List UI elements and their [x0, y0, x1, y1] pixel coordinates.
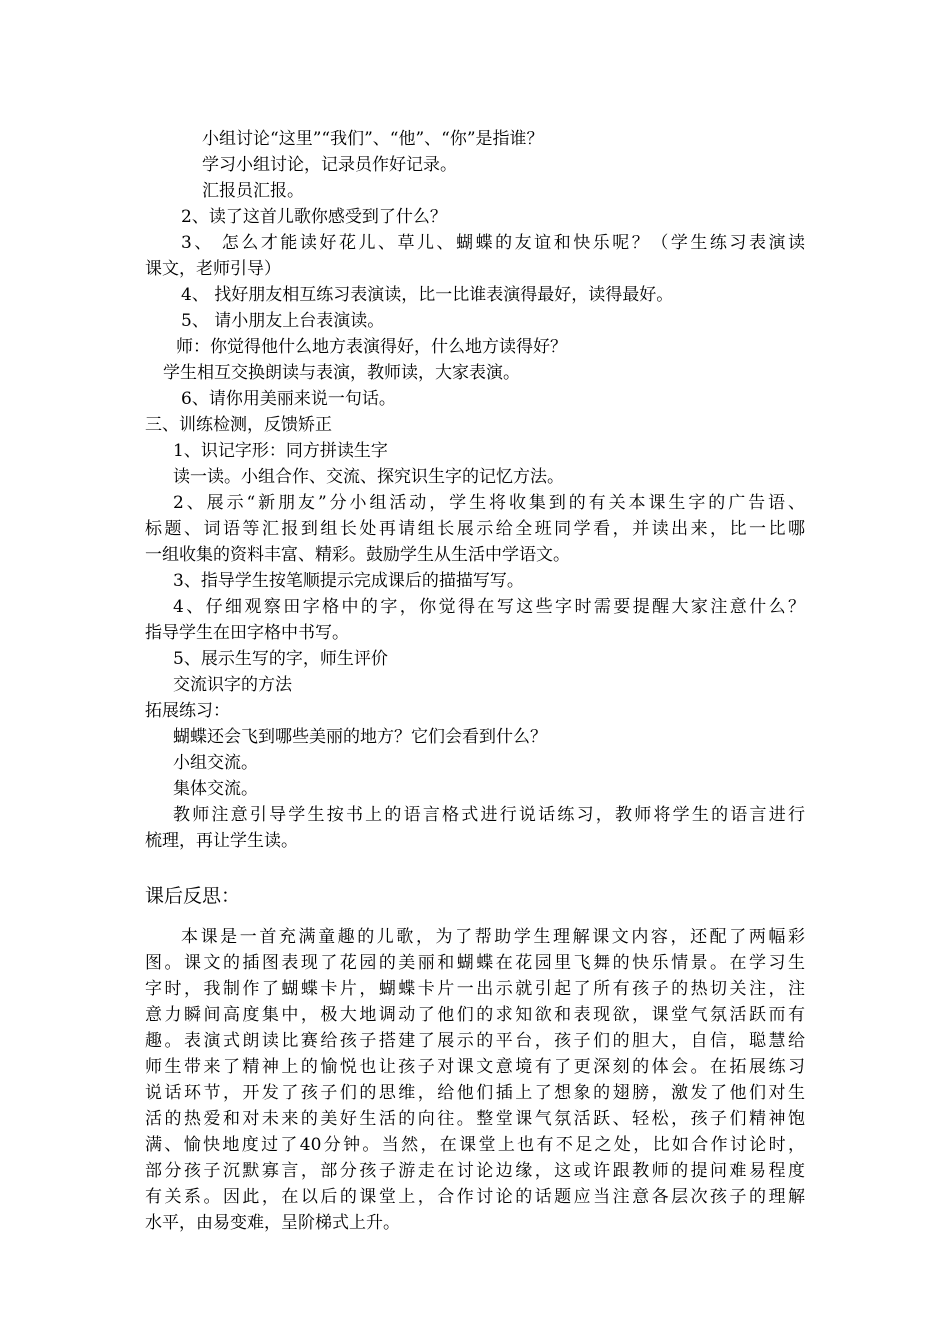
text-line: 课文，老师引导）	[145, 259, 281, 279]
text-line: 一组收集的资料丰富、精彩。鼓励学生从生活中学语文。	[145, 545, 570, 565]
reflection-line: 本课是一首充满童趣的儿歌，为了帮助学生理解课文内容，还配了两幅彩	[181, 927, 805, 947]
text-line: 标题、词语等汇报到组长处再请组长展示给全班同学看，并读出来，比一比哪	[145, 519, 805, 539]
reflection-line: 水平，由易变难，呈阶梯式上升。	[145, 1213, 400, 1233]
reflection-line: 意力瞬间高度集中，极大地调动了他们的求知欲和表现欲，课堂气氛活跃而有	[145, 1005, 805, 1025]
section-heading: 三、训练检测，反馈矫正	[145, 415, 332, 435]
text-line: 4、 找好朋友相互练习表演读，比一比谁表演得最好，读得最好。	[181, 285, 674, 305]
text-line: 指导学生在田字格中书写。	[145, 623, 349, 643]
reflection-line: 有关系。因此，在以后的课堂上，合作讨论的话题应当注意各层次孩子的理解	[145, 1187, 805, 1207]
text-line: 蝴蝶还会飞到哪些美丽的地方？它们会看到什么？	[173, 727, 547, 747]
text-line: 集体交流。	[173, 779, 258, 799]
text-line: 学生相互交换朗读与表演，教师读，大家表演。	[163, 363, 520, 383]
reflection-heading: 课后反思：	[145, 885, 241, 907]
text-line: 3、指导学生按笔顺提示完成课后的描描写写。	[173, 571, 524, 591]
text-line: 梳理，再让学生读。	[145, 831, 298, 851]
text-line: 学习小组讨论，记录员作好记录。	[202, 155, 457, 175]
text-line: 3、 怎么才能读好花儿、草儿、蝴蝶的友谊和快乐呢？（学生练习表演读	[181, 233, 805, 253]
text-line: 5、展示生写的字，师生评价	[173, 649, 388, 669]
reflection-line: 师生带来了精神上的愉悦也让孩子对课文意境有了更深刻的体会。在拓展练习	[145, 1057, 805, 1077]
text-line: 小组交流。	[173, 753, 258, 773]
text-line: 5、 请小朋友上台表演读。	[181, 311, 385, 331]
section-heading: 拓展练习：	[145, 701, 230, 721]
reflection-line: 说话环节，开发了孩子们的思维，给他们插上了想象的翅膀，激发了他们对生	[145, 1083, 805, 1103]
text-line: 教师注意引导学生按书上的语言格式进行说话练习，教师将学生的语言进行	[173, 805, 805, 825]
text-line: 交流识字的方法	[173, 675, 292, 695]
reflection-line: 图。课文的插图表现了花园的美丽和蝴蝶在花园里飞舞的快乐情景。在学习生	[145, 953, 805, 973]
reflection-line: 部分孩子沉默寡言，部分孩子游走在讨论边缘，这或许跟教师的提问难易程度	[145, 1161, 805, 1181]
text-line: 读一读。小组合作、交流、探究识生字的记忆方法。	[173, 467, 564, 487]
reflection-line: 趣。表演式朗读比赛给孩子搭建了展示的平台，孩子们的胆大，自信，聪慧给	[145, 1031, 805, 1051]
text-line: 1、识记字形：同方拼读生字	[173, 441, 388, 461]
reflection-line: 活的热爱和对未来的美好生活的向往。整堂课气氛活跃、轻松，孩子们精神饱	[145, 1109, 805, 1129]
text-line: 汇报员汇报。	[202, 181, 304, 201]
reflection-line: 字时，我制作了蝴蝶卡片，蝴蝶卡片一出示就引起了所有孩子的热切关注，注	[145, 979, 805, 999]
text-line: 小组讨论“这里”“我们”、“他”、“你”是指谁？	[202, 129, 544, 149]
reflection-line: 满、愉快地度过了40分钟。当然，在课堂上也有不足之处，比如合作讨论时，	[145, 1135, 805, 1155]
text-line: 4、仔细观察田字格中的字，你觉得在写这些字时需要提醒大家注意什么？	[173, 597, 805, 617]
text-line: 师：你觉得他什么地方表演得好，什么地方读得好？	[176, 337, 567, 357]
text-line: 2、读了这首儿歌你感受到了什么？	[181, 207, 447, 227]
text-line: 6、请你用美丽来说一句话。	[181, 389, 396, 409]
text-line: 2、展示“新朋友”分小组活动，学生将收集到的有关本课生字的广告语、	[173, 493, 805, 513]
